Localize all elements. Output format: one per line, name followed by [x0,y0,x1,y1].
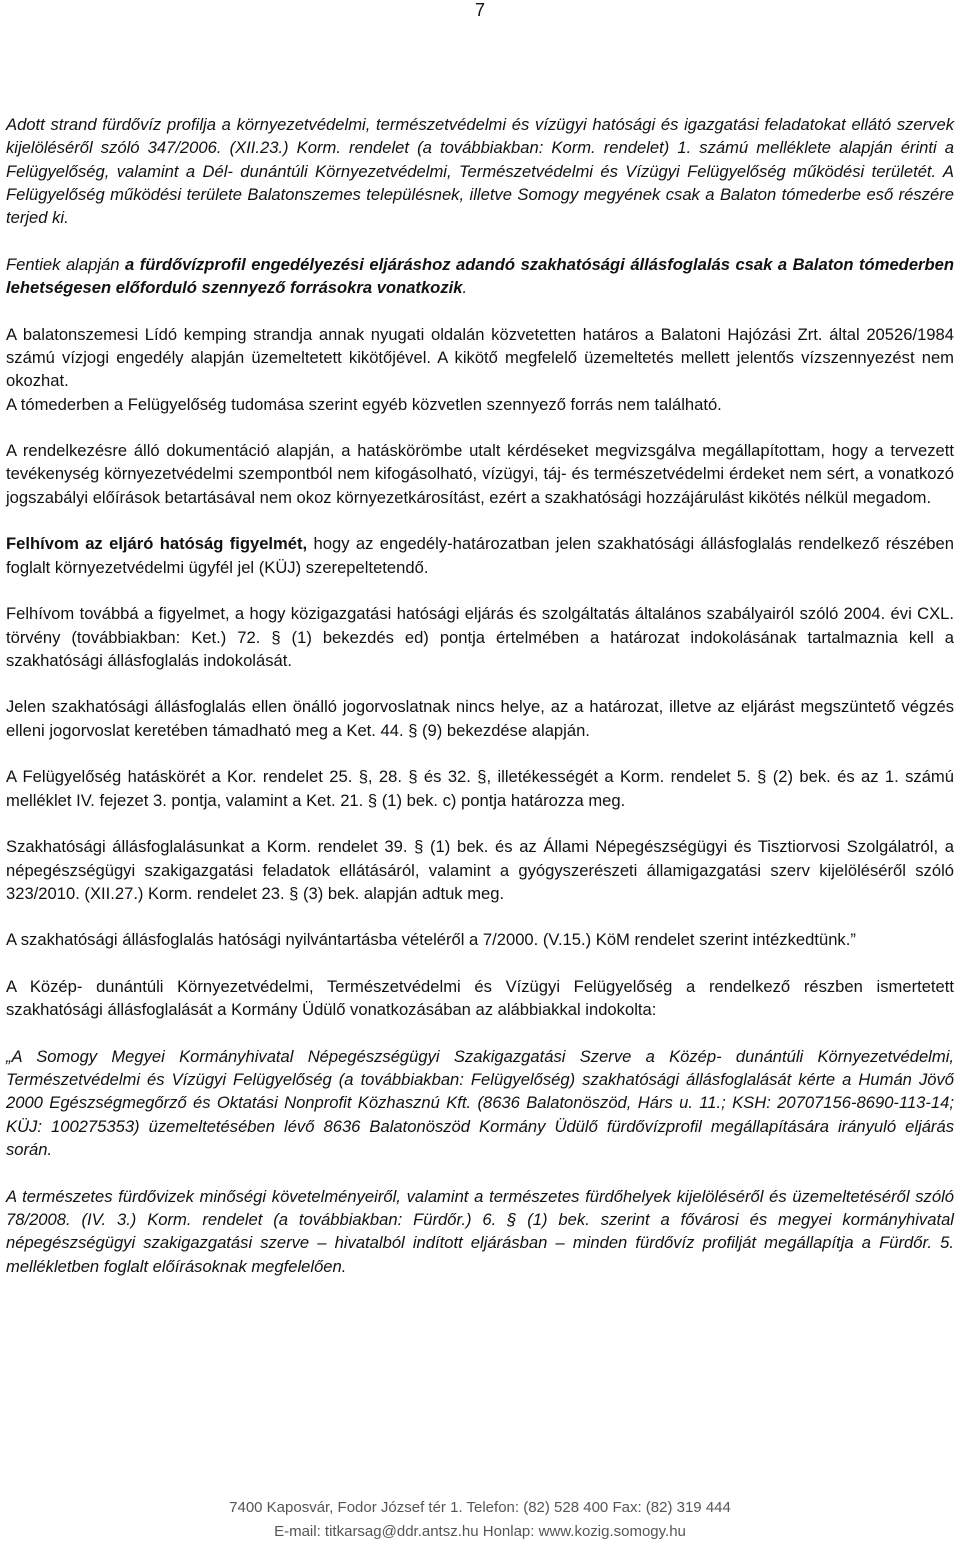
paragraph-remedy: Jelen szakhatósági állásfoglalás ellen önálló jogorvoslatnak nincs helye, az a határozat, illetve az eljárást megszüntető végzés elleni jogorvoslat keretében támadható meg a Ket. 44. § (9) bekezdése alapján. [6,697,954,740]
paragraph-attention [6,532,954,579]
paragraph-conclusion-bold: a fürdővízprofil engedélyezési eljáráshoz adandó szakhatósági állásfoglalás csak a Balaton tómederben lehetségesen előforduló szennyező forrásokra vonatkozik [6,254,955,298]
page-number: 7 [474,0,485,20]
paragraph-conclusion-end: . [462,278,468,298]
footer-contact: E-mail: titkarsag@ddr.antsz.hu Honlap: www.kozig.somogy.hu [274,1523,686,1540]
paragraph-attention-bold: Felhívom az eljáró hatóság figyelmét, [6,534,308,554]
paragraph-intro-quote: A Közép- dunántúli Környezetvédelmi, Természetvédelmi és Vízügyi Felügyelőség a rendelkező részben ismertetett szakhatósági állásfoglalását a Kormány Üdülő vonatkozásában az alábbiakkal indokolta: [6,976,954,1020]
paragraph-legal-basis: Szakhatósági állásfoglalásunkat a Korm. rendelet 39. § (1) bek. és az Állami Népegészségügyi és Tisztiorvosi Szolgálatról, a népegészségügyi szakigazgatási feladatok ellátásáról, valamint a gyógyszerészeti államigazgatási szerv kijelöléséről szóló 323/2010. (XII.27.) Korm. rendelet 23. § (3) bek. alapján adtuk meg. [6,837,954,903]
paragraph-bathing-water-regulation: A természetes fürdővizek minőségi követelményeiről, valamint a természetes fürdőhelyek kijelöléséről és üzemeltetéséről szóló 78/2008. (IV. 3.) Korm. rendelet (a továbbiakban: Fürdőr.) 6. § (1) bek. szerint a fővárosi és megyei kormányhivatal népegészségügyi szakigazgatási szerve – hivatalból indított eljárásban – minden fürdővíz profilját megállapítja a Fürdőr. 5. mellékletben foglalt előírásoknak megfelelően. [6,1186,954,1276]
document-body [6,113,954,1278]
paragraph-attention-rest: hogy az engedély-határozatban jelen szakhatósági állásfoglalás rendelkező részében foglalt környezetvédelmi ügyfél jel (KÜJ) szerepeltetendő. [6,534,954,577]
paragraph-lido-camping: A balatonszemesi Lídó kemping strandja annak nyugati oldalán közvetetten határos a Balatoni Hajózási Zrt. által 20526/1984 számú vízjogi engedély alapján üzemeltetett kikötőjével. A kikötő megfelelő üzemeltetés mellett jelentős vízszennyezést nem okozhat. [6,324,954,391]
paragraph-competence: A Felügyelőség hatáskörét a Kor. rendelet 25. §, 28. § és 32. §, illetékességét a Korm. rendelet 5. § (2) bek. és az 1. számú melléklet IV. fejezet 3. pontja, valamint a Ket. 21. § (1) bek. c) pontja határozza meg. [6,767,954,810]
paragraph-conclusion [6,253,954,300]
paragraph-documentation: A rendelkezésre álló dokumentáció alapján, a hatáskörömbe utalt kérdéseket megvizsgálva megállapítottam, hogy a tervezett tevékenység környezetvédelmi szempontból nem kifogásolható, vízügyi, táj- és természetvédelmi érdeket nem sért, a vonatkozó jogszabályi előírások betartásával nem okoz környezetkárosítást, ezért a szakhatósági hozzájárulást kikötés nélkül megadom. [6,441,954,507]
paragraph-ket-reference: Felhívom továbbá a figyelmet, a hogy közigazgatási hatósági eljárás és szolgáltatás általános szabályairól szóló 2004. évi CXL. törvény (továbbiakban: Ket.) 72. § (1) bekezdés ed) pontja értelmében a határozat indokolásának tartalmaznia kell a szakhatósági állásfoglalás indokolását. [6,604,954,670]
paragraph-conclusion-intro: Fentiek alapján [6,254,125,274]
footer-address: 7400 Kaposvár, Fodor József tér 1. Telefon: (82) 528 400 Fax: (82) 319 444 [229,1499,731,1516]
paragraph-registry: A szakhatósági állásfoglalás hatósági nyilvántartásba vételéről a 7/2000. (V.15.) KöM rendelet szerint intézkedtünk.” [6,930,856,950]
paragraph-no-pollution-source: A tómederben a Felügyelőség tudomása szerint egyéb közvetlen szennyező forrás nem található. [6,394,722,414]
paragraph-strand-profile: Adott strand fürdővíz profilja a környezetvédelmi, természetvédelmi és vízügyi hatósági és igazgatási feladatokat ellátó szervek kijelöléséről szóló 347/2006. (XII.23.) Korm. rendelet (a továbbiakban: Korm. rendelet) 1. számú melléklete alapján érinti a Felügyelőség, valamint a Dél- dunántúli Környezetvédelmi, Természetvédelmi és Vízügyi Felügyelőség működési területét. A Felügyelőség működési területe Balatonszemes településnek, illetve Somogy megyének csak a Balaton tómederbe eső részére terjed ki. [6,115,954,228]
paragraph-quoted-request: „A Somogy Megyei Kormányhivatal Népegészségügyi Szakigazgatási Szerve a Közép- dunántúli Környezetvédelmi, Természetvédelmi és Vízügyi Felügyelőség (a továbbiakban: Felügyelőség) szakhatósági állásfoglalását kérte a Humán Jövő 2000 Egészségmegőrző és Oktatási Nonprofit Közhasznú Kft. (8636 Balatonöszöd, Hárs u. 11.; KSH: 20707156-8690-113-14; KÜJ: 100275353) üzemeltetésében lévő 8636 Balatonöszöd Kormány Üdülő fürdővízprofil megállapítására irányuló eljárás során. [6,1046,954,1160]
